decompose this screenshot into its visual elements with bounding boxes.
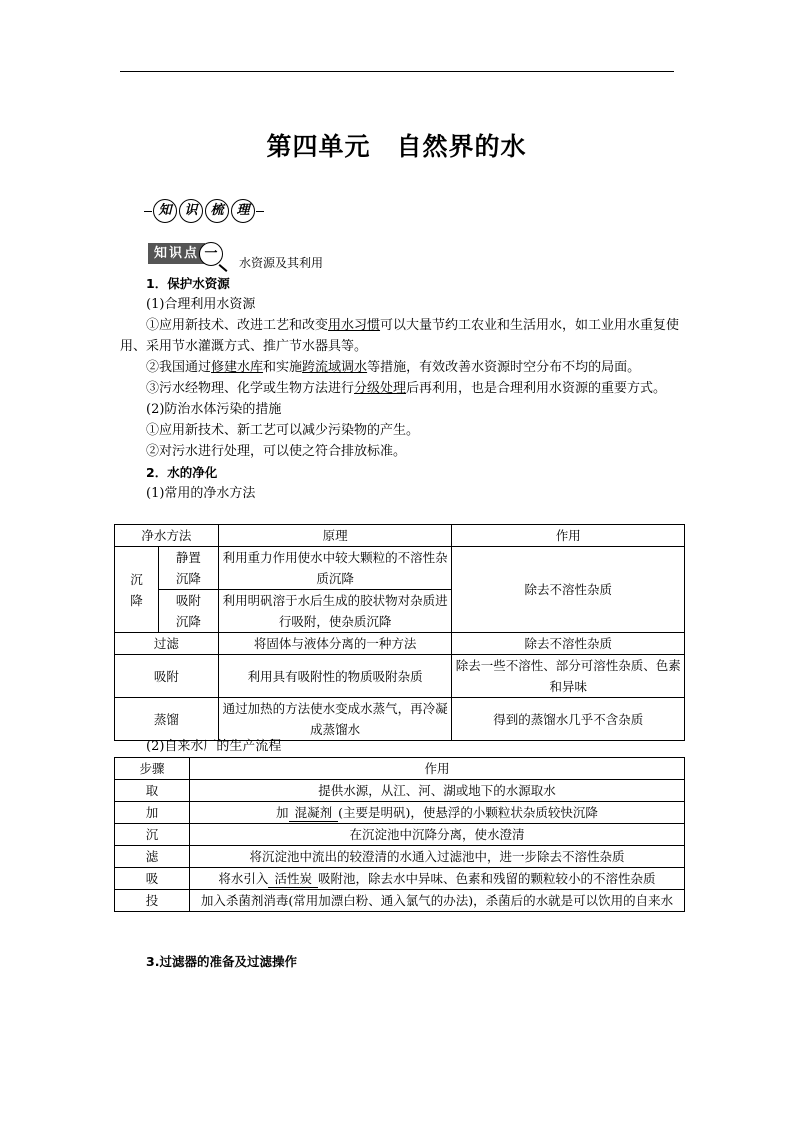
text-span: 加 [276,805,289,820]
page-title: 第四单元 自然界的水 [266,132,527,161]
text-span: 和实施 [263,360,303,375]
cell-text: 吸附 [175,593,201,608]
text-span: 后再利用，也是合理利用水资源的重要方式。 [406,381,667,396]
table-cell: 将固体与液体分离的一种方法 [218,633,452,655]
table-cell: 利用明矾溶于水后生成的胶状物对杂质进行吸附，使杂质沉降 [218,590,452,633]
table-row [115,547,685,590]
table-cell: 吸附 [115,655,219,698]
table-cell: 沉 [115,824,190,846]
text-span: ③污水经物理、化学或生物方法进行 [146,381,355,396]
table-row [115,633,685,655]
knowledge-summary-banner [144,198,264,224]
table-cell: 除去不溶性杂质 [452,633,685,655]
paragraph: ②对污水进行处理，可以使之符合排放标准。 [146,444,407,459]
table-row [115,655,685,698]
table-cell: 过滤 [115,633,219,655]
table-cell: 投 [115,890,190,912]
underlined-term: 分级处理 [354,381,407,396]
paragraph [120,357,680,378]
table-row [115,698,685,741]
banner-line-right [256,211,264,212]
sub-heading: (1)常用的净水方法 [146,486,256,501]
text-span: 吸附池，除去水中异味、色素和残留的颗粒较小的不溶性杂质 [317,871,656,886]
section-3 [120,951,680,972]
paragraph: ①应用新技术、新工艺可以减少污染物的产生。 [146,423,420,438]
table-cell: 蒸馏 [115,698,219,741]
purification-methods-table [114,524,685,741]
cell-text: 沉降 [175,614,201,629]
table-cell: 利用具有吸附性的物质吸附杂质 [218,655,452,698]
sub-heading: (2)防治水体污染的措施 [146,402,282,417]
table-cell: 通过加热的方法使水变成水蒸气，再冷凝成蒸馏水 [218,698,452,741]
table-cell: 利用重力作用使水中较大颗粒的不溶性杂质沉降 [218,547,452,590]
fill-blank-answer: 混凝剂 [289,804,339,822]
table-cell [189,802,684,824]
section-heading: 2．水的净化 [146,465,218,480]
text-span: (主要是明矾)，使悬浮的小颗粒状杂质较快沉降 [338,805,598,820]
table-row [115,846,685,868]
table-header: 净水方法 [115,525,219,547]
section-heading: 3.过滤器的准备及过滤操作 [146,954,297,969]
banner-char: 知 [153,199,177,223]
table-cell: 加 [115,802,190,824]
table-header-row [115,525,685,547]
banner-char: 识 [179,199,203,223]
knowledge-point-header [148,236,323,271]
table-header: 作用 [189,758,684,780]
table-row [115,824,685,846]
table-row [115,802,685,824]
knowledge-point-topic: 水资源及其利用 [239,256,324,270]
table-cell: 除去一些不溶性、部分可溶性杂质、色素和异味 [452,655,685,698]
table-row [115,780,685,802]
text-span: 可以大量节约工农业和生活用水，如工业用水重复使用、采用节水灌溉方式、推广节水器具等。 [120,318,680,354]
table-row [115,868,685,890]
fill-blank-answer: 活性炭 [268,870,318,888]
banner-line-left [144,211,152,212]
table-cell [189,868,684,890]
banner-char: 理 [231,199,255,223]
table-header: 原理 [218,525,452,547]
table-header-row [115,758,685,780]
table-cell: 得到的蒸馏水几乎不含杂质 [452,698,685,741]
table-cell: 加入杀菌剂消毒(常用加漂白粉、通入氯气的办法)，杀菌后的水就是可以饮用的自来水 [189,890,684,912]
table-cell [115,547,159,633]
text-span: ②我国通过 [146,360,212,375]
table-header: 步骤 [115,758,190,780]
cell-text: 沉降 [175,571,201,586]
section-heading: 1．保护水资源 [146,276,230,291]
table-cell: 将沉淀池中流出的较澄清的水通入过滤池中，进一步除去不溶性杂质 [189,846,684,868]
underlined-term: 用水习惯 [328,318,381,333]
table-cell: 在沉淀池中沉降分离，使水澄清 [189,824,684,846]
table-cell [158,547,218,590]
paragraph [120,315,680,357]
sub-heading: (2)自来水厂的生产流程 [146,739,282,754]
table-header: 作用 [452,525,685,547]
text-span: 等措施，有效改善水资源时空分布不均的局面。 [367,360,641,375]
underlined-term: 跨流域调水 [302,360,368,375]
section-1 [120,273,680,504]
table-cell: 除去不溶性杂质 [452,547,685,633]
paragraph [120,378,680,399]
waterworks-process-table [114,757,685,912]
table-cell: 取 [115,780,190,802]
table-cell: 提供水源，从江、河、湖或地下的水源取水 [189,780,684,802]
table-cell [158,590,218,633]
table-cell: 滤 [115,846,190,868]
magnifier-icon: 一 [199,242,223,266]
knowledge-point-label: 知识点 [148,243,205,264]
sub-heading: (1)合理利用水资源 [146,297,256,312]
cell-text: 静置 [175,550,201,565]
header-rule [120,71,674,72]
banner-char: 梳 [205,199,229,223]
cell-text: 降 [130,592,143,608]
text-span: ①应用新技术、改进工艺和改变 [146,318,329,333]
table-row [115,890,685,912]
table-cell: 吸 [115,868,190,890]
cell-text: 沉 [130,571,143,587]
text-span: 将水引入 [218,871,269,886]
section-2-sub [120,736,680,757]
underlined-term: 修建水库 [211,360,264,375]
